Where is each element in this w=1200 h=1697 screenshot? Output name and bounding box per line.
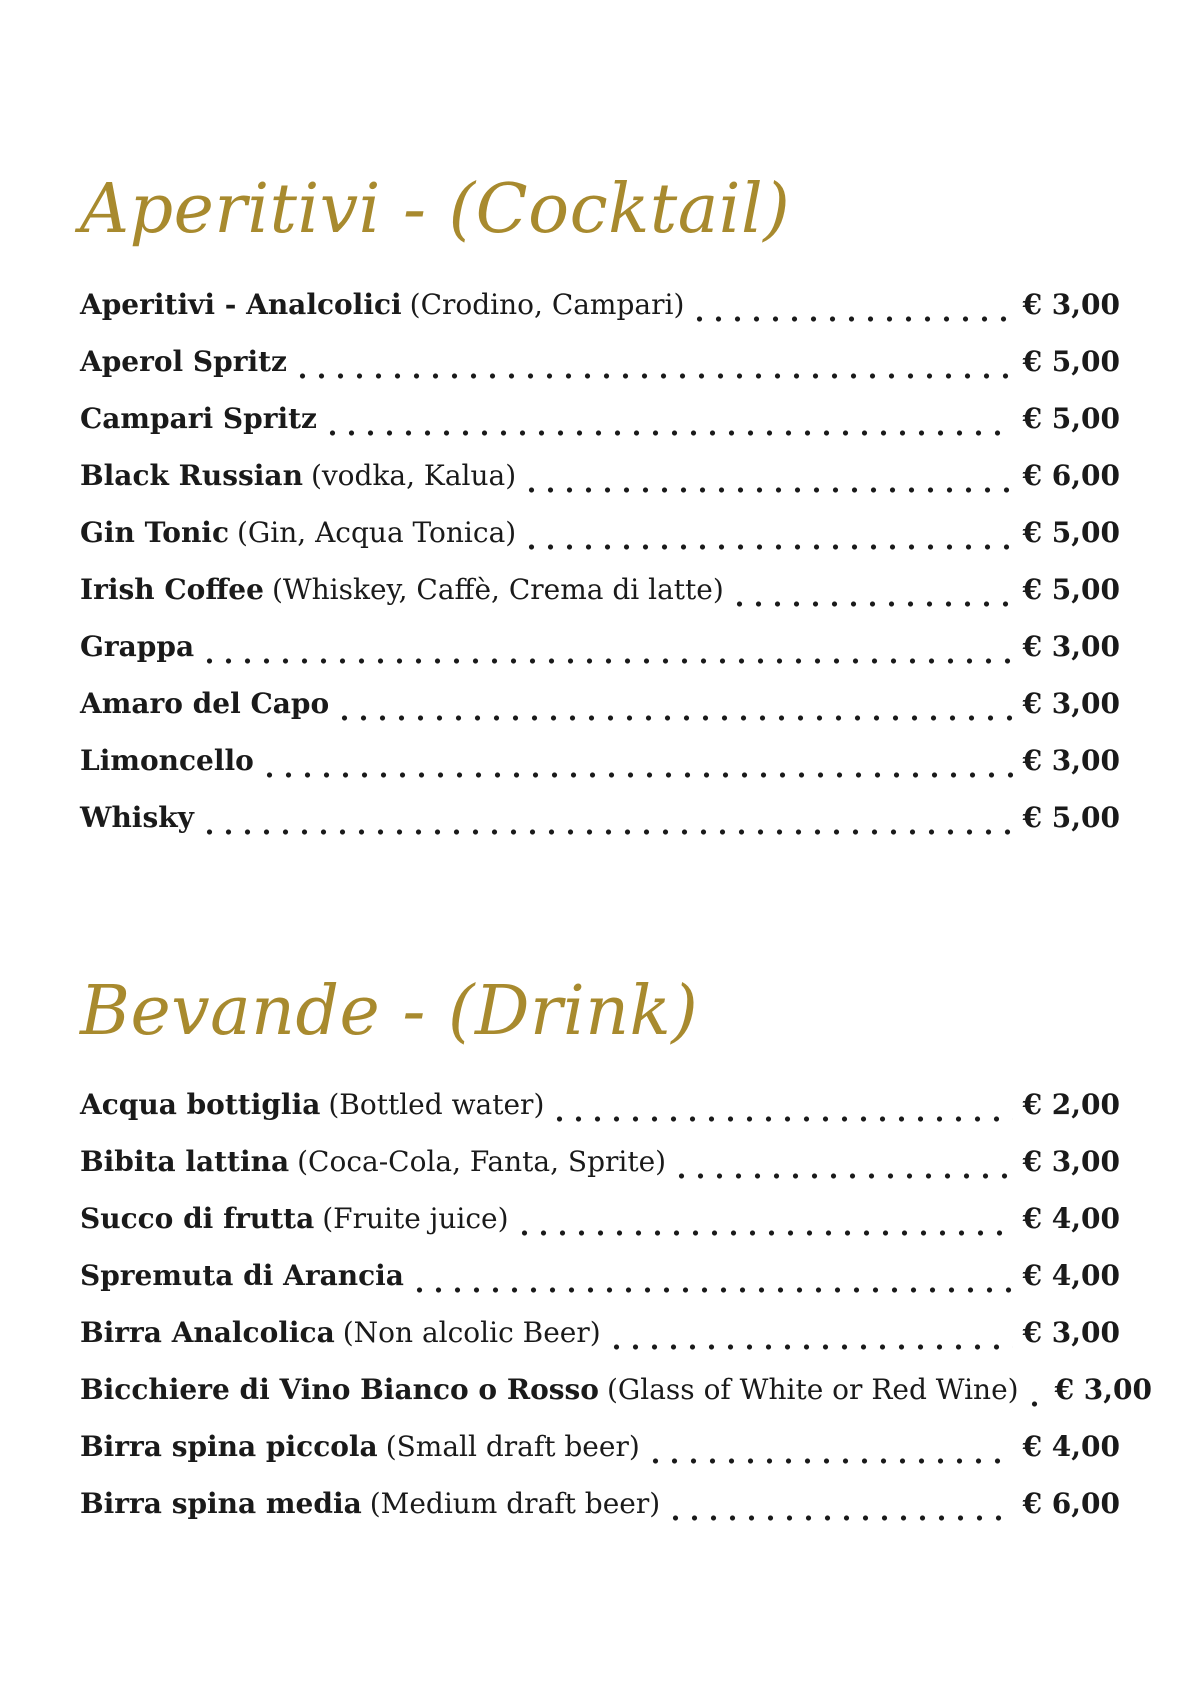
menu-item — [80, 1316, 1120, 1373]
item-name: Aperol Spritz — [80, 345, 287, 378]
item-price: € 4,00 — [1022, 1259, 1120, 1292]
item-price: € 3,00 — [1054, 1373, 1152, 1406]
menu-item — [80, 630, 1120, 687]
menu-item — [80, 516, 1120, 573]
item-name: Whisky — [80, 801, 194, 834]
item-price: € 4,00 — [1022, 1430, 1120, 1463]
item-name: Spremuta di Arancia — [80, 1259, 404, 1292]
item-name: Limoncello — [80, 744, 254, 777]
item-price: € 5,00 — [1022, 402, 1120, 435]
dot-leader — [730, 600, 1013, 608]
menu-item — [80, 687, 1120, 744]
item-price: € 2,00 — [1022, 1088, 1120, 1121]
item-price: € 6,00 — [1022, 1487, 1120, 1520]
item-description: (Whiskey, Caffè, Crema di latte) — [271, 573, 724, 606]
item-price: € 5,00 — [1022, 345, 1120, 378]
item-description: (Small draft beer) — [385, 1430, 640, 1463]
item-price: € 3,00 — [1022, 744, 1120, 777]
dot-leader — [410, 1286, 1013, 1294]
menu-item — [80, 744, 1120, 801]
dot-leader — [335, 714, 1012, 722]
item-name: Birra Analcolica — [80, 1316, 335, 1349]
menu-list-bevande — [80, 1088, 1152, 1544]
item-name: Aperitivi - Analcolici — [80, 288, 402, 321]
menu-item — [80, 288, 1120, 345]
menu-list-aperitivi — [80, 288, 1120, 858]
dot-leader — [293, 372, 1013, 380]
dot-leader — [646, 1457, 1013, 1465]
dot-leader — [607, 1343, 1013, 1351]
menu-item — [80, 1373, 1152, 1430]
item-description: (vodka, Kalua) — [310, 459, 517, 492]
dot-leader — [672, 1172, 1012, 1180]
item-price: € 5,00 — [1022, 573, 1120, 606]
dot-leader — [666, 1514, 1012, 1522]
item-price: € 5,00 — [1022, 516, 1120, 549]
item-name: Irish Coffee — [80, 573, 264, 606]
menu-item — [80, 1088, 1120, 1145]
item-price: € 6,00 — [1022, 459, 1120, 492]
item-price: € 3,00 — [1022, 1316, 1120, 1349]
item-name: Acqua bottiglia — [80, 1088, 321, 1121]
item-name: Birra spina piccola — [80, 1430, 378, 1463]
menu-item — [80, 345, 1120, 402]
section-title-aperitivi: Aperitivi - (Cocktail) — [80, 170, 791, 249]
dot-leader — [1025, 1400, 1045, 1408]
item-price: € 3,00 — [1022, 1145, 1120, 1178]
dot-leader — [522, 486, 1012, 494]
menu-item — [80, 1487, 1120, 1544]
item-description: (Non alcolic Beer) — [342, 1316, 601, 1349]
item-name: Grappa — [80, 630, 195, 663]
item-name: Birra spina media — [80, 1487, 362, 1520]
menu-item — [80, 1430, 1120, 1487]
item-name: Succo di frutta — [80, 1202, 315, 1235]
item-name: Black Russian — [80, 459, 303, 492]
item-description: (Coca-Cola, Fanta, Sprite) — [297, 1145, 667, 1178]
item-description: (Crodino, Campari) — [409, 288, 685, 321]
item-description: (Fruite juice) — [322, 1202, 509, 1235]
dot-leader — [550, 1115, 1012, 1123]
dot-leader — [200, 828, 1013, 836]
menu-item — [80, 801, 1120, 858]
menu-item — [80, 402, 1120, 459]
item-price: € 4,00 — [1022, 1202, 1120, 1235]
menu-item — [80, 459, 1120, 516]
menu-item — [80, 573, 1120, 630]
dot-leader — [522, 543, 1012, 551]
item-description: (Gin, Acqua Tonica) — [237, 516, 517, 549]
item-description: (Bottled water) — [328, 1088, 545, 1121]
item-description: (Medium draft beer) — [369, 1487, 661, 1520]
item-price: € 5,00 — [1022, 801, 1120, 834]
dot-leader — [690, 315, 1012, 323]
dot-leader — [260, 771, 1013, 779]
dot-leader — [515, 1229, 1013, 1237]
dot-leader — [323, 429, 1013, 437]
item-price: € 3,00 — [1022, 288, 1120, 321]
item-name: Bicchiere di Vino Bianco o Rosso — [80, 1373, 599, 1406]
item-name: Campari Spritz — [80, 402, 317, 435]
item-name: Gin Tonic — [80, 516, 229, 549]
menu-item — [80, 1259, 1120, 1316]
menu-item — [80, 1202, 1120, 1259]
dot-leader — [200, 657, 1012, 665]
item-price: € 3,00 — [1022, 687, 1120, 720]
menu-item — [80, 1145, 1120, 1202]
item-price: € 3,00 — [1022, 630, 1120, 663]
item-name: Amaro del Capo — [80, 687, 330, 720]
section-title-bevande: Bevande - (Drink) — [80, 972, 699, 1051]
item-description: (Glass of White or Red Wine) — [606, 1373, 1019, 1406]
item-name: Bibita lattina — [80, 1145, 290, 1178]
